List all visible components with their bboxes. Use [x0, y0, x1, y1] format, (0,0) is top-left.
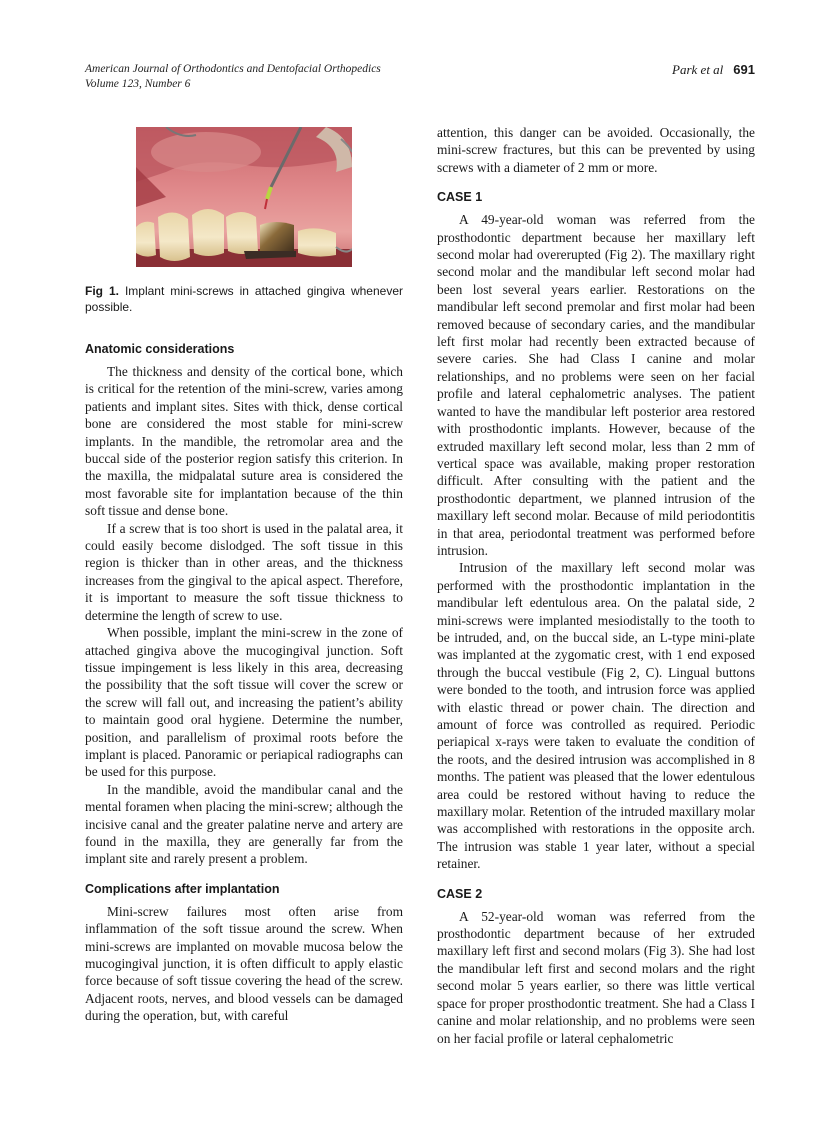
paragraph: Intrusion of the maxillary left second molar was performed with the prosthodontic implantation in the mandibular left edentulous area. On the palatal side, 2 mini-screws were implanted mesiodistally to the tooth to be intruded, and, on the buccal side, an L-type mini-plate was implanted at the zygomatic crest, with 1 end exposed through the buccal vestibule (Fig 2, C). Lingual buttons were bonded to the tooth, and intrusion force was applied with elastic thread or power chain. The direction and amount of force was controlled as required. Periodic periapical x-rays were taken to evaluate the condition of the roots, and the desired intrusion was accomplished in 8 months. The patient was pleased that the lower edentulous area could be restored without having to reduce the maxillary molar. Retention of the intruded maxillary molar was accomplished with restorations in the opposite arch. The intrusion was stable 1 year later, without a special retainer.: [437, 560, 755, 872]
journal-name: American Journal of Orthodontics and Dentofacial Orthopedics: [85, 63, 381, 75]
caption-text: Implant mini-screws in attached gingiva whenever possible.: [85, 284, 403, 314]
running-head-right: [672, 62, 755, 78]
paragraph: A 49-year-old woman was referred from the prosthodontic department because her maxillary left second molar had overerupted (Fig 2). The maxillary right second molar and the mandibular left second molar had been lost several years earlier. Restorations on the mandibular left second premolar and first molar had been removed because of secondary caries, and the mandibular left first molar had recently been extracted because of severe caries. She had Class I canine and molar relationships, and no problems were seen on her facial profile and lateral cephalometric analyses. The patient wanted to have the mandibular left posterior area restored with prosthodontic implants. However, because of the extruded maxillary left second molar, less than 2 mm of vertical space was available, making proper restoration difficult. After consulting with the patient and the prosthodontic department, we planned intrusion of the maxillary left second molar. Because of mild periodontitis in that area, periodontal treatment was performed before intrusion.: [437, 212, 755, 558]
running-header: [85, 62, 755, 92]
paragraph-continuation: attention, this danger can be avoided. Occasionally, the mini-screw fractures, but this can be prevented by using screws with a diameter of 2 mm or more.: [437, 125, 755, 175]
section-heading-case-2: CASE 2: [437, 886, 483, 901]
figure-1-caption: [85, 283, 403, 315]
journal-volume: Volume 123, Number 6: [85, 78, 191, 90]
paragraph: If a screw that is too short is used in the palatal area, it could easily become dislodged. The soft tissue in this region is thicker than in other areas, and the thickness increases from the gingival to the apical aspect. Therefore, it is important to measure the soft tissue thickness to determine the length of screw to use.: [85, 520, 403, 623]
left-column: [85, 340, 403, 1025]
paragraph: A 52-year-old woman was referred from the prosthodontic department because of her extruded maxillary left first and second molars (Fig 3). She had lost the mandibular left first and second molars and the right second molar 5 years earlier, so there was little vertical space for proper prosthodontic treatment. She had a Class I canine and molar relationship, and no problems were seen on her facial profile or lateral cephalometric: [437, 908, 755, 1046]
right-column: [437, 124, 755, 1047]
paragraph: The thickness and density of the cortical bone, which is critical for the retention of the mini-screw, varies among patients and implant sites. Sites with thick, dense cortical bone are considered the most stable for mini-screw implants. In the mandible, the retromolar area and the buccal side of the posterior region satisfy this criterion. In the maxilla, the midpalatal suture area is considered the most favorable site for implantation because of the thin soft tissue and dense bone.: [85, 364, 403, 519]
page-number: 691: [733, 62, 755, 77]
paragraph: When possible, implant the mini-screw in the zone of attached gingiva above the mucogingival junction. Soft tissue impingement is less likely in this area, decreasing the possibility that the soft tissue will cover the screw or the screw will fall out, and increasing the patient’s ability to maintain good oral hygiene. Determine the number, position, and parallelism of proximal roots before the implant is placed. Panoramic or periapical radiographs can be used for this purpose.: [85, 625, 403, 780]
section-heading-anatomic: Anatomic considerations: [85, 342, 235, 356]
figure-1-image: [136, 127, 352, 267]
figure-label: Fig 1.: [85, 284, 119, 298]
section-heading-case-1: CASE 1: [437, 190, 483, 205]
section-heading-complications: Complications after implantation: [85, 881, 280, 896]
paragraph: In the mandible, avoid the mandibular canal and the mental foramen when placing the mini-screw; although the incisive canal and the greater palatine nerve and artery are found in the maxilla, they are generally far from the implant site and rarely present a problem.: [85, 781, 403, 867]
authors: Park et al: [672, 62, 724, 77]
paragraph: Mini-screw failures most often arise from inflammation of the soft tissue around the screw. When mini-screws are implanted on movable mucosa below the mucogingival junction, it is often difficult to apply elastic force because of soft tissue covering the head of the screw. Adjacent roots, nerves, and blood vessels can be damaged during the operation, but, with careful: [85, 903, 403, 1024]
